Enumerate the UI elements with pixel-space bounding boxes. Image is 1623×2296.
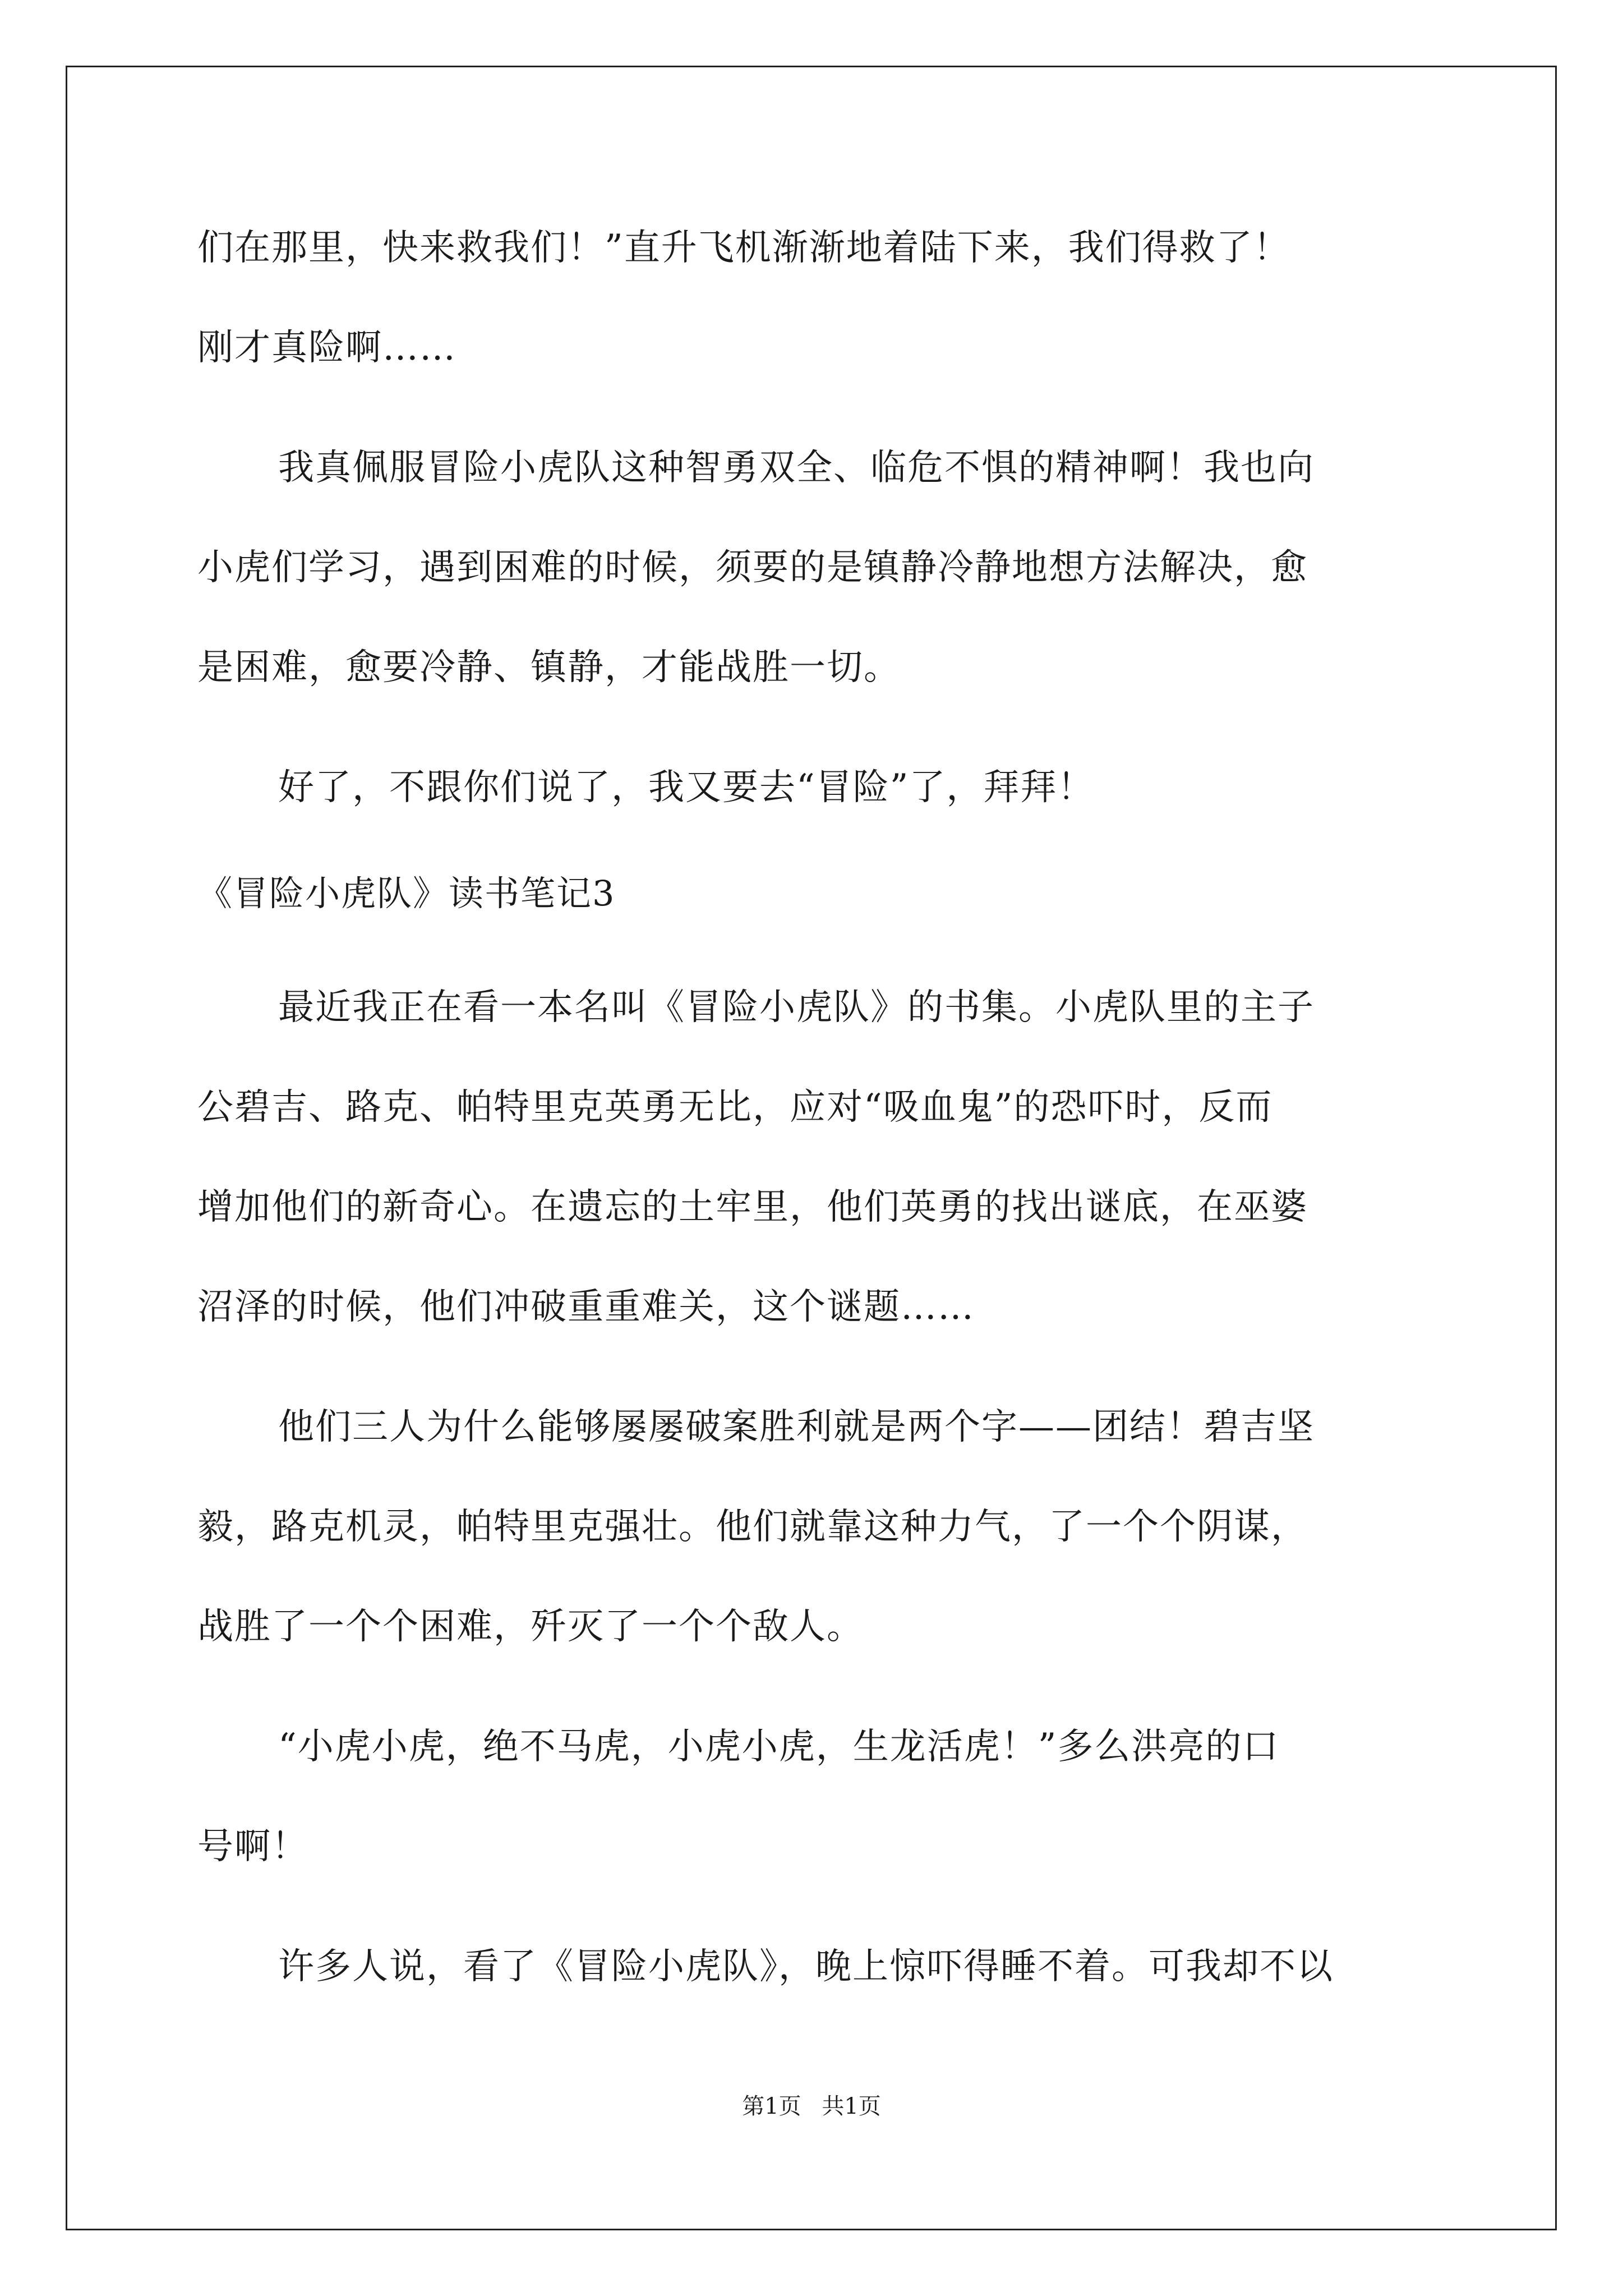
text-line: “小虎小虎，绝不马虎，小虎小虎，生龙活虎！”多么洪亮的口 (278, 1726, 1280, 1768)
page-border (66, 66, 1557, 2230)
text-line: 他们三人为什么能够屡屡破案胜利就是两个字——团结！碧吉坚 (278, 1406, 1315, 1448)
page-footer (0, 2095, 1623, 2118)
text-line: 沼泽的时候，他们冲破重重难关，这个谜题…… (197, 1286, 975, 1328)
text-line: 许多人说，看了《冒险小虎队》，晚上惊吓得睡不着。可我却不以 (278, 1946, 1334, 1987)
text-line: 战胜了一个个困难，歼灭了一个个敌人。 (197, 1606, 864, 1648)
text-line: 们在那里，快来救我们！”直升飞机渐渐地着陆下来，我们得救了！ (197, 227, 1290, 269)
text-line: 小虎们学习，遇到困难的时候，须要的是镇静冷静地想方法解决，愈 (197, 547, 1308, 588)
text-line: 毅，路克机灵，帕特里克强壮。他们就靠这种力气，了一个个阴谋， (197, 1506, 1308, 1548)
section-heading: 《冒险小虎队》读书笔记3 (197, 873, 616, 914)
text-line: 最近我正在看一本名叫《冒险小虎队》的书集。小虎队里的主子 (278, 987, 1315, 1028)
text-line: 我真佩服冒险小虎队这种智勇双全、临危不惧的精神啊！我也向 (278, 447, 1315, 489)
total-pages: 共1页 (822, 2093, 881, 2119)
page-number: 第1页 (742, 2093, 801, 2119)
text-line: 号啊！ (197, 1826, 308, 1867)
text-line: 刚才真险啊…… (197, 327, 457, 369)
text-line: 是困难，愈要冷静、镇静，才能战胜一切。 (197, 647, 901, 688)
text-line: 增加他们的新奇心。在遗忘的土牢里，他们英勇的找出谜底，在巫婆 (197, 1186, 1308, 1228)
text-line: 公碧吉、路克、帕特里克英勇无比，应对“吸血鬼”的恐吓时，反而 (197, 1087, 1273, 1128)
text-line: 好了，不跟你们说了，我又要去“冒险”了，拜拜！ (278, 767, 1095, 808)
